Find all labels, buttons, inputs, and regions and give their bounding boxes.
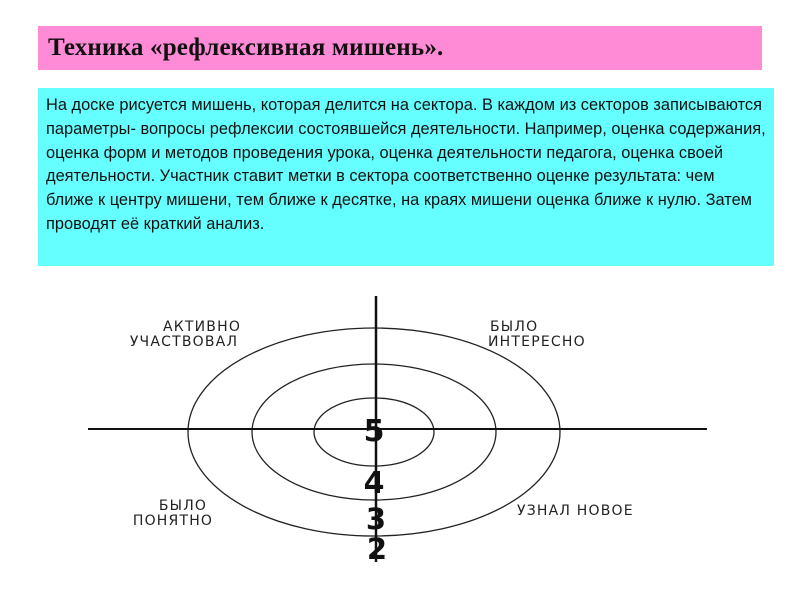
sector-label-bottom-left-line1: БЫЛО xyxy=(158,498,208,514)
score-2: 2 xyxy=(366,532,388,566)
slide-title: Техника «рефлексивная мишень». xyxy=(48,34,444,61)
sector-label-top-right-line1: БЫЛО xyxy=(490,319,539,335)
score-3: 3 xyxy=(365,502,387,536)
sector-label-bottom-right: УЗНАЛ НОВОЕ xyxy=(517,503,634,519)
description-text: На доске рисуется мишень, которая делится на сектора. В каждом из секторов записываются параметры- вопросы рефлексии состоявшейся деятельности. Например, оценка содержания, оценка форм и методов проведения урока, оценка деятельности педагога, оценка своей деятельности. Участник ставит метки в сектора соответственно оценке результата: чем ближе к центру мишени, тем ближе к десятке, на краях мишени оценка ближе к нулю. Затем проводят её краткий анализ. xyxy=(46,96,766,233)
sector-label-top-left-line1: АКТИВНО xyxy=(162,319,242,335)
sector-label-top-left-line2: УЧАСТВОВАЛ xyxy=(129,334,239,350)
score-5: 5 xyxy=(363,414,385,449)
score-4: 4 xyxy=(363,466,385,501)
sector-label-top-right-line2: ИНТЕРЕСНО xyxy=(488,334,586,350)
sector-label-bottom-left-line2: ПОНЯТНО xyxy=(132,513,214,529)
